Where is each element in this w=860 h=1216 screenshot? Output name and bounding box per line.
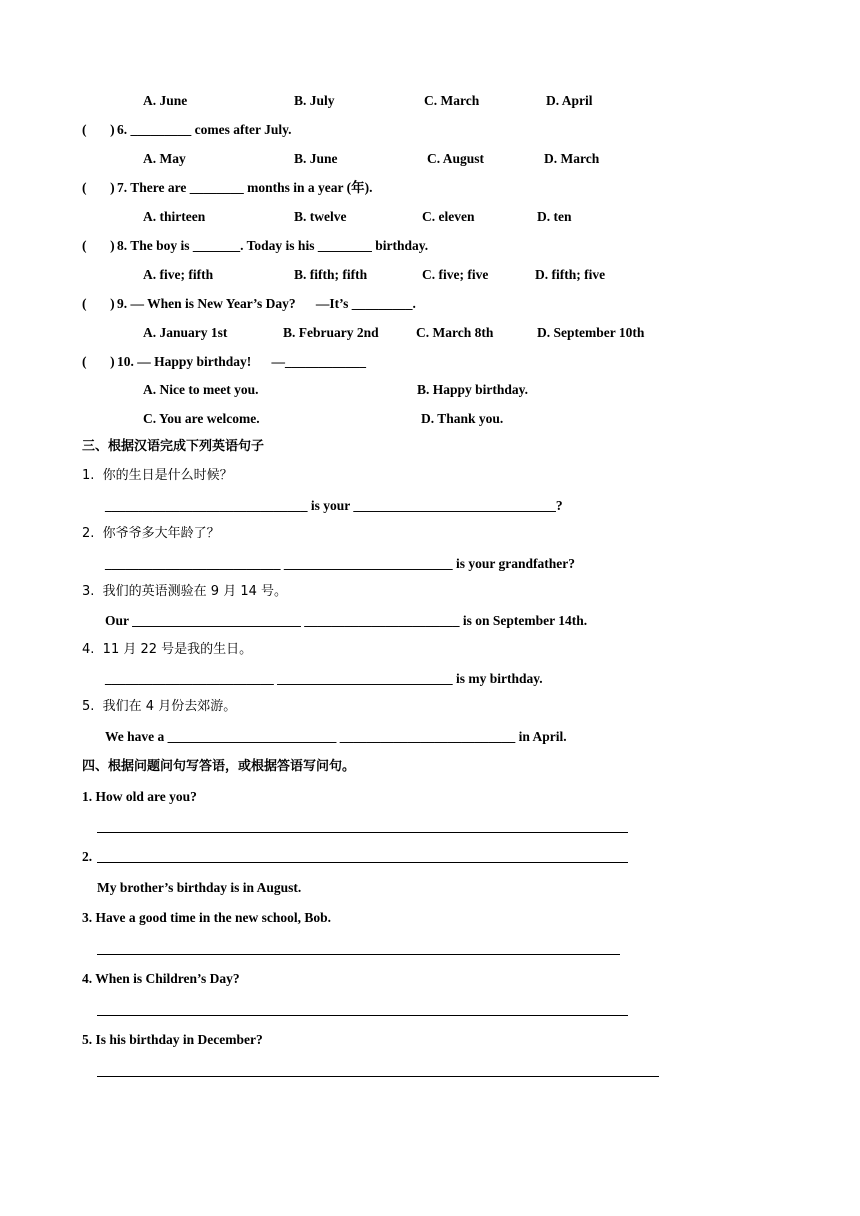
q9-paren[interactable]: ( ): [82, 296, 115, 311]
section3-title: 三、根据汉语完成下列英语句子: [82, 439, 265, 454]
q10-paren[interactable]: ( ): [82, 354, 115, 369]
s3-item3-answer-line[interactable]: Our _________________________ _______________________ is on September 14th.: [105, 613, 588, 628]
q9-option-a: A. January 1st: [143, 325, 228, 340]
q8-option-d: D. fifth; five: [535, 267, 606, 282]
q5-option-b: B. July: [294, 93, 335, 108]
q6-option-d: D. March: [544, 151, 600, 166]
q7-option-d: D. ten: [537, 209, 572, 224]
s3-item1-answer-line[interactable]: ______________________________ is your ______________________________?: [105, 498, 563, 513]
q7-option-a: A. thirteen: [143, 209, 206, 224]
q6-text: 6. _________ comes after July.: [117, 122, 292, 137]
q10-option-a: A. Nice to meet you.: [143, 382, 259, 397]
q7-paren[interactable]: ( ): [82, 180, 115, 195]
q6-option-c: C. August: [427, 151, 485, 166]
q7-option-b: B. twelve: [294, 209, 347, 224]
q8-text: 8. The boy is _______. Today is his ________ birthday.: [117, 238, 429, 253]
s3-item3-chinese: 3. 我们的英语测验在 9 月 14 号。: [82, 584, 288, 599]
q8-option-a: A. five; fifth: [143, 267, 214, 282]
s3-item1-chinese: 1. 你的生日是什么时候？: [82, 468, 233, 483]
q10-text: 10. — Happy birthday! —____________: [117, 354, 367, 369]
q9-option-d: D. September 10th: [537, 325, 645, 340]
section4-title: 四、根据问题问句写答语，或根据答语写问句。: [82, 759, 356, 774]
q8-paren[interactable]: ( ): [82, 238, 115, 253]
q5-option-c: C. March: [424, 93, 480, 108]
s3-item4-answer-line[interactable]: _________________________ __________________________ is my birthday.: [105, 671, 543, 686]
q10-option-b: B. Happy birthday.: [417, 382, 529, 397]
q7-text: 7. There are ________ months in a year (年).: [117, 180, 373, 195]
q8-option-b: B. fifth; fifth: [294, 267, 368, 282]
q7-option-c: C. eleven: [422, 209, 475, 224]
s4-q4: 4. When is Children’s Day?: [82, 971, 240, 986]
s4-q2-number: 2.: [82, 849, 93, 864]
q9-option-b: B. February 2nd: [283, 325, 379, 340]
s4-q4-answer-line[interactable]: [97, 1015, 628, 1016]
s4-q5-answer-line[interactable]: [97, 1076, 659, 1077]
q9-text: 9. — When is New Year’s Day? —It’s _________.: [117, 296, 416, 311]
s3-item2-answer-line[interactable]: __________________________ _________________________ is your grandfather?: [105, 556, 576, 571]
q5-option-a: A. June: [143, 93, 188, 108]
q10-option-c: C. You are welcome.: [143, 411, 260, 426]
q10-option-d: D. Thank you.: [421, 411, 504, 426]
q6-paren[interactable]: ( ): [82, 122, 115, 137]
q8-option-c: C. five; five: [422, 267, 489, 282]
s4-q5: 5. Is his birthday in December?: [82, 1032, 263, 1047]
s4-q2-question-line[interactable]: [97, 862, 628, 863]
q5-option-d: D. April: [546, 93, 593, 108]
s3-item4-chinese: 4. 11 月 22 号是我的生日。: [82, 642, 253, 657]
s3-item2-chinese: 2. 你爷爷多大年龄了？: [82, 526, 220, 541]
s3-item5-answer-line[interactable]: We have a _________________________ __________________________ in April.: [105, 729, 567, 744]
q9-option-c: C. March 8th: [416, 325, 494, 340]
s4-q3-answer-line[interactable]: [97, 954, 620, 955]
q6-option-b: B. June: [294, 151, 338, 166]
s4-q3: 3. Have a good time in the new school, Bob.: [82, 910, 332, 925]
q6-option-a: A. May: [143, 151, 186, 166]
s3-item5-chinese: 5. 我们在 4 月份去郊游。: [82, 699, 237, 714]
s4-q1: 1. How old are you?: [82, 789, 197, 804]
s4-q1-answer-line[interactable]: [97, 832, 628, 833]
s4-q2-given-answer: My brother’s birthday is in August.: [97, 880, 302, 895]
